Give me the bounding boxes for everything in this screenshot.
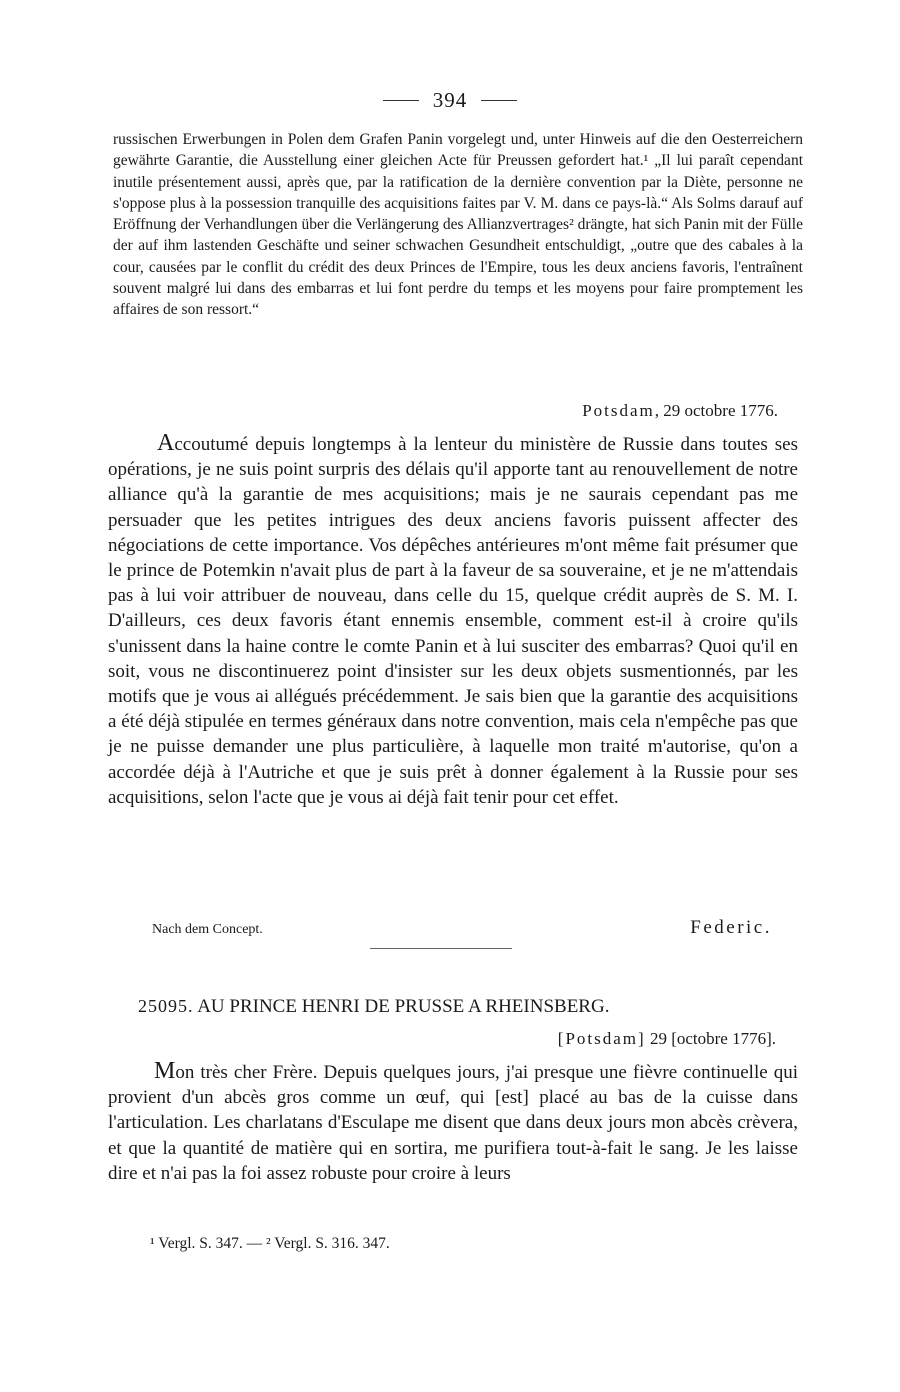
letter2-dateline: [558, 1029, 776, 1049]
page-header: [0, 88, 900, 113]
letter1-text: ccoutumé depuis longtemps à la lenteur du ministère de Russie dans toutes ses opérations, je ne suis point surpris des délais qu'il apporte tant au renouvellement de notre alliance qu'à la garantie de mes acquisitions; mais je ne saurais cependant pas me persuader que les petites intrigues des deux anciens favoris puissent affecter des négociations de cette importance. Vos dépêches antérieures m'ont même fait présumer que le prince de Potemkin n'avait plus de part à la faveur de sa souveraine, et je ne m'attendais pas à lui voir attribuer de nouveau, dans celle du 15, quelque crédit auprès de S. M. I. D'ailleurs, ces deux favoris étant ennemis ensemble, comment est-il à croire qu'ils s'unissent dans la haine contre le comte Panin et à lui susciter des embarras? Quoi qu'il en soit, vous ne discontinuerez point d'insister sur les deux objets susmentionnés, par les motifs que je vous ai allégués précédemment. Je sais bien que la garantie des acquisitions a été déjà stipulée en termes généraux dans notre convention, mais cela n'empêche pas que je ne puisse demander une plus particulière, à laquelle mon traité m'autorise, qu'on a accordée déjà à l'Autriche et que je suis prêt à donner également à la Russie pour ses acquisitions, selon l'acte que je vous ai déjà fait tenir pour cet effet.: [108, 434, 798, 808]
section-divider: [370, 948, 512, 949]
header-rule-right: [481, 100, 517, 101]
summary-text: russischen Erwerbungen in Polen dem Grafen Panin vorgelegt und, unter Hinweis auf die den Oesterreichern gewährte Garantie, die Ausstellung einer gleichen Acte für Preussen gefordert hat.¹ „Il lui paraît cependant inutile présentement aussi, après que, par la ratification de la dernière convention par la Diète, personne ne s'oppose plus à la possession tranquille des acquisitions faites par V. M. dans ce pays-là.“ Als Solms darauf auf Eröffnung der Verhandlungen über die Verlängerung des Allianzvertrages² drängte, hat sich Panin mit der Fülle der auf ihm lastenden Geschäfte und seiner schwachen Gesundheit entschuldigt, „outre que des cabales à la cour, causées par le conflit du crédit des deux Princes de l'Empire, tous les deux anciens favoris, l'entraînent souvent malgré lui dans des embarras et lui font perdre du temps et les moyens pour faire promptement les affaires de son ressort.“: [113, 131, 803, 319]
header-rule-left: [383, 100, 419, 101]
letter2-title: AU PRINCE HENRI DE PRUSSE A RHEINSBERG.: [197, 996, 610, 1017]
letter2-date: 29 [octobre 1776].: [645, 1029, 776, 1048]
letter1-closing: [152, 917, 772, 939]
letter2-initial: M: [154, 1058, 176, 1084]
letter1-initial: A: [157, 430, 175, 456]
letter2-place: [Potsdam]: [557, 1029, 646, 1048]
letter1-paragraph: [108, 431, 798, 810]
letter2-text: on très cher Frère. Depuis quelques jours, j'ai presque une fièvre continuelle qui provient d'un abcès gros comme un œuf, qui [est] placé au bas de la cuisse dans l'articulation. Les charlatans d'Esculape me disent que dans deux jours mon abcès crèvera, et que la quantité de matière qui en sortira, me purifiera tout-à-fait le sang. Je les laisse dire et n'ai pas la foi assez robuste pour croire à leurs: [108, 1062, 798, 1184]
letter2-heading: [138, 996, 798, 1018]
letter2-body: [108, 1059, 798, 1186]
letter1-date: , 29 octobre 1776.: [654, 401, 778, 420]
letter1-place: Potsdam: [582, 401, 655, 420]
page-number: 394: [432, 88, 468, 112]
summary-paragraph: [113, 129, 803, 321]
footnotes: ¹ Vergl. S. 347. — ² Vergl. S. 316. 347.: [150, 1235, 390, 1252]
letter1-body: [108, 431, 798, 810]
letter2-number: 25095.: [138, 996, 194, 1016]
letter2-paragraph: [108, 1059, 798, 1186]
signature: Federic.: [690, 917, 772, 938]
letter1-dateline: [582, 401, 778, 421]
source-note: Nach dem Concept.: [152, 922, 263, 937]
